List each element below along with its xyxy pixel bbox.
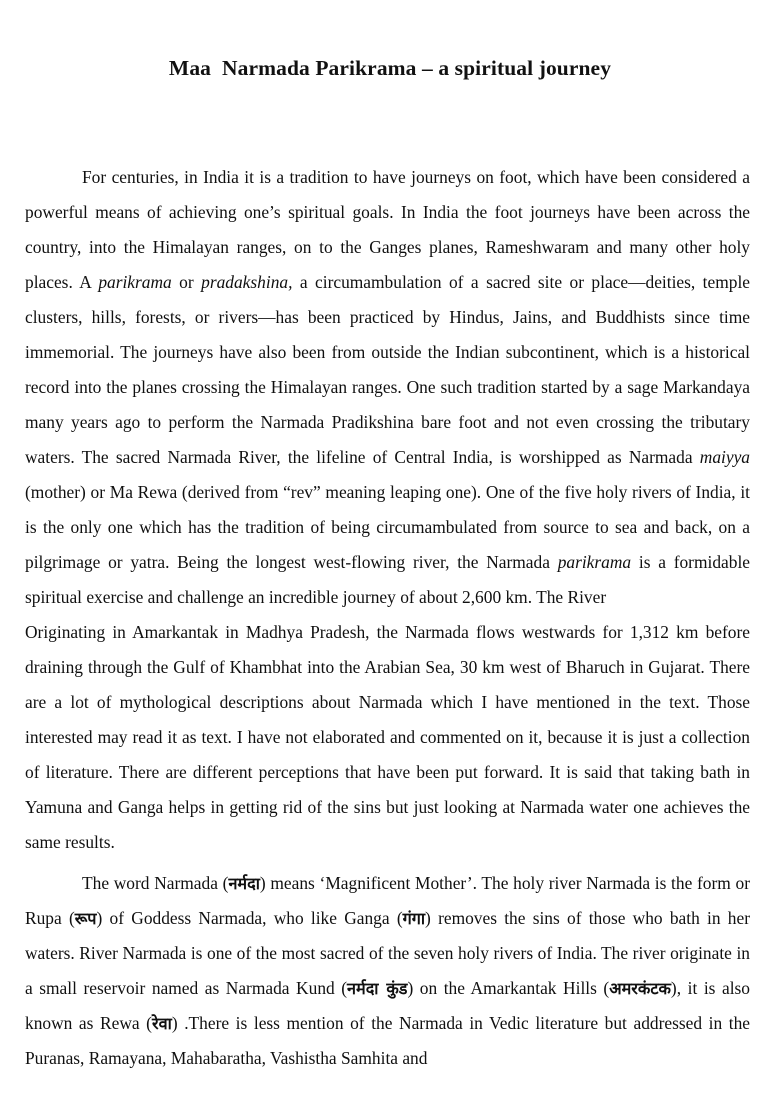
text-run: (mother) or Ma Rewa (derived from “rev” meaning leaping one). One of the five holy rivers of India, it is the only one which has the tradition of being circumambulated from source to sea and back, on a pilgrimage or yatra. Being the longest west-flowing river, the Narmada	[25, 482, 750, 572]
text-run: ), it is also known as Rewa (	[25, 978, 750, 1033]
page-title: Maa Narmada Parikrama – a spiritual journey	[168, 56, 612, 80]
text-run: ) means ‘Magnificent Mother’. The holy river Narmada is the form or Rupa (	[25, 873, 751, 928]
text-run: ) .There is less mention of the Narmada in Vedic literature but addressed in the Puranas, Ramayana, Mahabaratha, Vashistha Samhita and	[25, 1013, 750, 1068]
text-run: Originating in Amarkantak in Madhya Pradesh, the Narmada flows westwards for 1,312 km before draining through the Gulf of Khambhat into the Arabian Sea, 30 km west of Bharuch in Gujarat. There are a lot of mythological descriptions about Narmada which I have mentioned in the text. Those interested may read it as text. I have not elaborated and commented on it, because it is just a collection of literature. There are different perceptions that have been put forward. It is said that taking bath in Yamuna and Ganga helps in getting rid of the sins but just looking at Narmada water one achieves the same results.	[25, 622, 750, 852]
italic-term: pradakshina,	[201, 272, 293, 292]
italic-term: parikrama	[557, 552, 632, 572]
italic-term: parikrama	[98, 272, 172, 292]
devanagari-term: रेवा	[151, 1014, 172, 1033]
paragraph-2	[25, 866, 750, 1076]
text-run: ) of Goddess Narmada, who like Ganga (	[96, 908, 403, 928]
italic-term: maiyya	[699, 447, 750, 467]
devanagari-term: गंगा	[402, 909, 426, 928]
text-run: The word Narmada (	[82, 873, 229, 893]
text-run: ) removes the sins of those who bath in her waters. River Narmada is one of the most sacred of the seven holy rivers of India. The river originate in a small reservoir named as Narmada Kund (	[25, 908, 750, 998]
devanagari-term: नर्मदा	[228, 874, 260, 893]
devanagari-term: अमरकंटक	[609, 979, 671, 998]
text-run: or	[171, 272, 202, 292]
document-body	[25, 160, 750, 1076]
devanagari-term: नर्मदा कुंड	[347, 979, 408, 998]
text-run: ) on the Amarkantak Hills (	[407, 978, 610, 998]
devanagari-term: रूप	[74, 909, 97, 928]
text-run: is a formidable spiritual exercise and challenge an incredible journey of about 2,600 km. The River	[25, 552, 750, 607]
text-run: a circumambulation of a sacred site or place—deities, temple clusters, hills, forests, or rivers—has been practiced by Hindus, Jains, and Buddhists since time immemorial. The journeys have also been from outside the Indian subcontinent, which is a historical record into the planes crossing the Himalayan ranges. One such tradition started by a sage Markandaya many years ago to perform the Narmada Pradikshina bare foot and not even crossing the tributary waters. The sacred Narmada River, the lifeline of Central India, is worshipped as Narmada	[25, 272, 751, 467]
text-run: For centuries, in India it is a tradition to have journeys on foot, which have been considered a powerful means of achieving one’s spiritual goals. In India the foot journeys have been across the country, into the Himalayan ranges, on to the Ganges planes, Rameshwaram and many other holy places. A	[25, 167, 750, 292]
paragraph-1	[25, 160, 750, 860]
